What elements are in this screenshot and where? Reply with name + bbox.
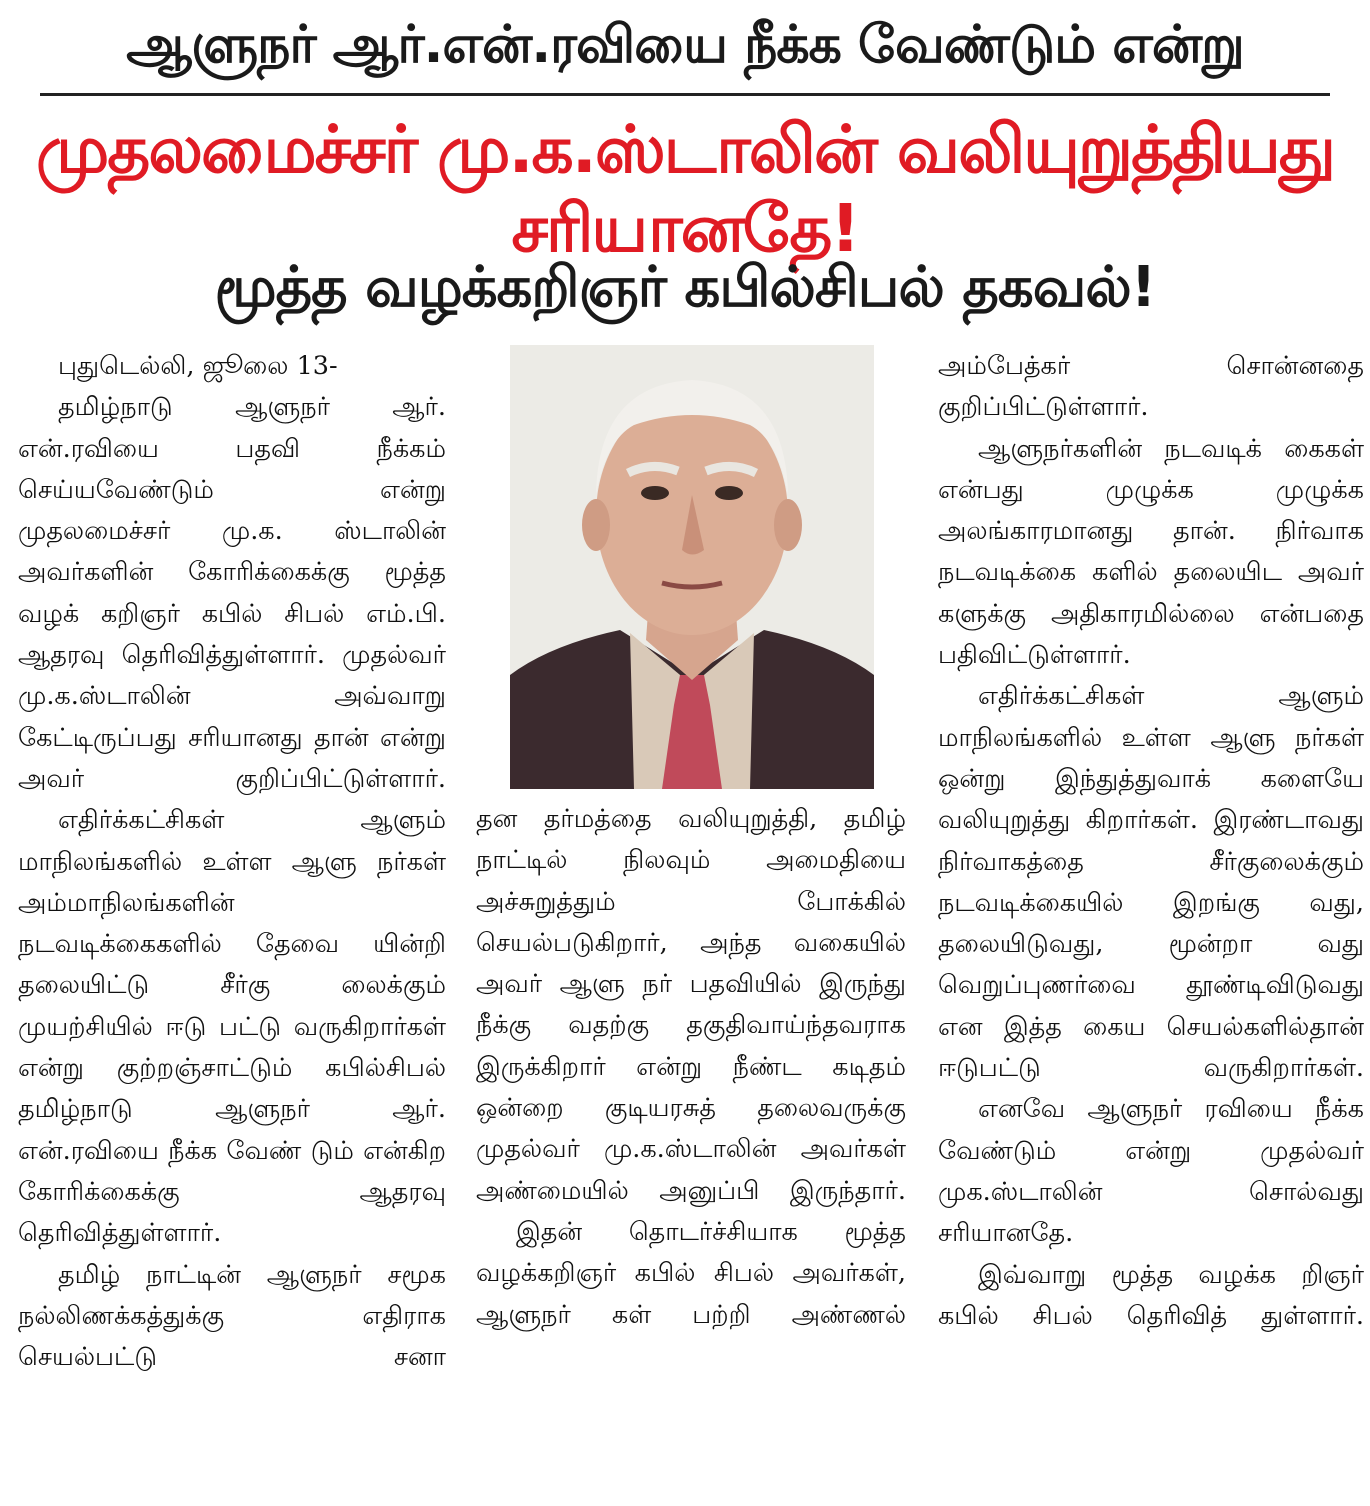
header-divider [40,93,1330,96]
paragraph: அம்பேத்கர் சொன்னதை குறிப்பிட்டுள்ளார். [938,351,1364,423]
article-column-3 [938,346,1364,1337]
paragraph: எதிர்க்கட்சிகள் ஆளும் மாநிலங்களில் உள்ள ஆளு நர்கள் ஒன்று இந்துத்துவாக் களையே வலியுறுத்து கிறார்கள். இரண்டாவது நிர்வாகத்தை சீர்குலைக்கும் நடவடிக்கையில் இறங்கு வது, தலையிடுவது, மூன்றா வது வெறுப்புணர்வை தூண்டிவிடுவது என இத்த கைய செயல்களில்தான் ஈடுபட்டு வருகிறார்கள். [938,681,1364,1084]
paragraph: எதிர்க்கட்சிகள் ஆளும் மாநிலங்களில் உள்ள ஆளு நர்கள் அம்மாநிலங்களின் நடவடிக்கைகளில் தேவை யின்றி தலையிட்டு சீர்கு லைக்கும் முயற்சியில் ஈடு பட்டு வருகிறார்கள் என்று குற்றஞ்சாட்டும் கபில்சிபல் தமிழ்நாடு ஆளுநர் ஆர். என்.ரவியை நீக்க வேண் டும் என்கிற கோரிக்கைக்கு ஆதரவு தெரிவித்துள்ளார். [18,805,446,1249]
article-headline: முதலமைச்சர் மு.க.ஸ்டாலின் வலியுறுத்தியது சரியானதே! [36,111,1334,268]
paragraph: தமிழ்நாடு ஆளுநர் ஆர். என்.ரவியை பதவி நீக்கம் செய்யவேண்டும் என்று முதலமைச்சர் மு.க. ஸ்டாலின் அவர்களின் கோரிக்கைக்கு மூத்த வழக் கறிஞர் கபில் சிபல் எம்.பி. ஆதரவு தெரிவித்துள்ளார். முதல்வர் மு.க.ஸ்டாலின் அவ்வாறு கேட்டிருப்பது சரியானது தான் என்று அவர் குறிப்பிட்டுள்ளார். [18,392,446,794]
paragraph: எனவே ஆளுநர் ரவியை நீக்க வேண்டும் என்று முதல்வர் முக.ஸ்டாலின் சொல்வது சரியானதே. [938,1094,1364,1249]
paragraph: ஆளுநர்களின் நடவடிக் கைகள் என்பது முழுக்க முழுக்க அலங்காரமானது தான். நிர்வாக நடவடிக்கை களில் தலையிட அவர் களுக்கு அதிகாரமில்லை என்பதை பதிவிட்டுள்ளார். [938,433,1364,671]
paragraph: தன தர்மத்தை வலியுறுத்தி, தமிழ் நாட்டில் நிலவும் அமைதியை அச்சுறுத்தும் போக்கில் செயல்படுகிறார், அந்த வகையில் அவர் ஆளு நர் பதவியில் இருந்து நீக்கு வதற்கு தகுதிவாய்ந்தவராக இருக்கிறார் என்று நீண்ட கடிதம் ஒன்றை குடியரசுத் தலைவருக்கு முதல்வர் மு.க.ஸ்டாலின் அவர்கள் அண்மையில் அனுப்பி இருந்தார். [476,804,906,1206]
portrait-illustration [510,345,874,789]
paragraph: இதன் தொடர்ச்சியாக மூத்த வழக்கறிஞர் கபில் சிபல் அவர்கள், ஆளுநர் கள் பற்றி அண்ணல் [476,1216,906,1330]
portrait-photo [510,345,874,789]
article-column-1 [18,346,446,1378]
dateline: புதுடெல்லி, ஜூலை 13- [58,351,338,381]
paragraph: தமிழ் நாட்டின் ஆளுநர் சமூக நல்லிணக்கத்துக்கு எதிராக செயல்பட்டு சனா [18,1259,446,1373]
article-kicker: ஆளுநர் ஆர்.என்.ரவியை நீக்க வேண்டும் என்று [126,15,1244,75]
article-subheadline: மூத்த வழக்கறிஞர் கபில்சிபல் தகவல்! [214,255,1156,320]
paragraph: இவ்வாறு மூத்த வழக்க றிஞர் கபில் சிபல் தெரிவித் துள்ளார். [938,1259,1364,1331]
article-column-2 [476,799,906,1336]
